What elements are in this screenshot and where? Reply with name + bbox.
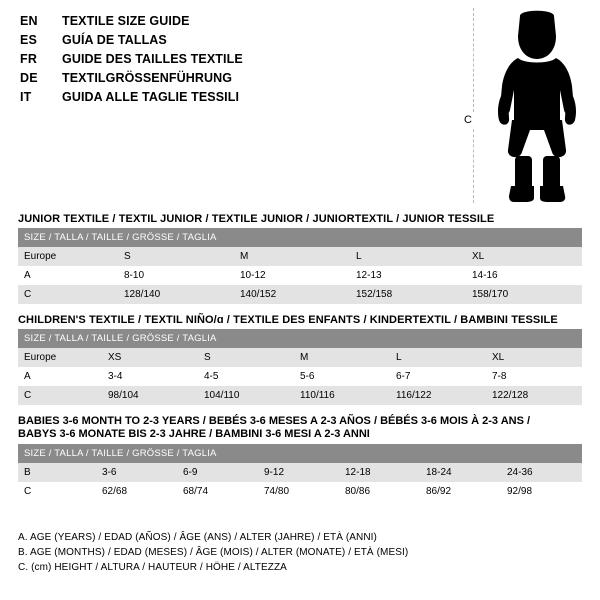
cell: 104/110 bbox=[198, 386, 294, 405]
cell: XS bbox=[102, 348, 198, 367]
table-header-row bbox=[18, 329, 582, 348]
row-label: C bbox=[18, 285, 118, 304]
section-title: JUNIOR TEXTILE / TEXTIL JUNIOR / TEXTILE JUNIOR / JUNIORTEXTIL / JUNIOR TESSILE bbox=[18, 213, 495, 225]
language-header bbox=[20, 14, 440, 109]
cell: 12-18 bbox=[339, 463, 420, 482]
language-title: TEXTILE SIZE GUIDE bbox=[62, 14, 190, 28]
language-code: IT bbox=[20, 90, 32, 104]
cell: 98/104 bbox=[102, 386, 198, 405]
cell: L bbox=[350, 247, 466, 266]
table-row bbox=[18, 247, 582, 266]
language-code: ES bbox=[20, 33, 38, 47]
cell: XL bbox=[466, 247, 582, 266]
cell: 9-12 bbox=[258, 463, 339, 482]
language-title: GUIDA ALLE TAGLIE TESSILI bbox=[62, 90, 240, 104]
section-title: CHILDREN'S TEXTILE / TEXTIL NIÑO/ɑ / TEXTILE DES ENFANTS / KINDERTEXTIL / BAMBINI TESSILE bbox=[18, 314, 558, 326]
language-title: TEXTILGRÖSSENFÜHRUNG bbox=[62, 71, 233, 85]
cell: 18-24 bbox=[420, 463, 501, 482]
cell: 92/98 bbox=[501, 482, 582, 501]
table-header-row bbox=[18, 228, 582, 247]
cell: 122/128 bbox=[486, 386, 582, 405]
section-title-line1: BABIES 3-6 MONTH TO 2-3 YEARS / BEBÉS 3-6 MESES A 2-3 AÑOS / BÉBÉS 3-6 MOIS À 2-3 ANS / bbox=[18, 415, 531, 427]
cell: 4-5 bbox=[198, 367, 294, 386]
cell: 110/116 bbox=[294, 386, 390, 405]
cell: S bbox=[118, 247, 234, 266]
table-row bbox=[18, 266, 582, 285]
row-label: B bbox=[18, 463, 96, 482]
row-label: A bbox=[18, 266, 118, 285]
cell: 116/122 bbox=[390, 386, 486, 405]
cell: 5-6 bbox=[294, 367, 390, 386]
cell: 68/74 bbox=[177, 482, 258, 501]
children-textile-section bbox=[18, 314, 582, 405]
table-row bbox=[18, 463, 582, 482]
table-header-row bbox=[18, 444, 582, 463]
language-title: GUIDE DES TAILLES TEXTILE bbox=[62, 52, 243, 66]
table-row bbox=[18, 285, 582, 304]
cell: 3-4 bbox=[102, 367, 198, 386]
row-label: C bbox=[18, 482, 96, 501]
babies-size-table bbox=[18, 444, 582, 501]
cell: 86/92 bbox=[420, 482, 501, 501]
language-code: FR bbox=[20, 52, 38, 66]
legend-line: C. (cm) HEIGHT / ALTURA / HAUTEUR / HÖHE / ALTEZZA bbox=[18, 562, 287, 573]
row-label: Europe bbox=[18, 348, 102, 367]
row-label: C bbox=[18, 386, 102, 405]
size-header-label: SIZE / TALLA / TAILLE / GRÖSSE / TAGLIA bbox=[18, 329, 582, 348]
cell: 24-36 bbox=[501, 463, 582, 482]
legend bbox=[18, 530, 582, 575]
cell: 14-16 bbox=[466, 266, 582, 285]
cell: 6-7 bbox=[390, 367, 486, 386]
language-code: EN bbox=[20, 14, 38, 28]
cell: 8-10 bbox=[118, 266, 234, 285]
cell: 80/86 bbox=[339, 482, 420, 501]
cell: 158/170 bbox=[466, 285, 582, 304]
language-row bbox=[20, 90, 440, 109]
junior-textile-section bbox=[18, 213, 582, 304]
cell: 3-6 bbox=[96, 463, 177, 482]
section-title-line2: BABYS 3-6 MONATE BIS 2-3 JAHRE / BAMBINI 3-6 MESI A 2-3 ANNI bbox=[18, 428, 370, 440]
language-row bbox=[20, 71, 440, 90]
language-code: DE bbox=[20, 71, 38, 85]
cell: L bbox=[390, 348, 486, 367]
legend-line: B. AGE (MONTHS) / EDAD (MESES) / ÂGE (MOIS) / ALTER (MONATE) / ETÀ (MESI) bbox=[18, 547, 409, 558]
cell: 62/68 bbox=[96, 482, 177, 501]
cell: 10-12 bbox=[234, 266, 350, 285]
language-title: GUÍA DE TALLAS bbox=[62, 33, 167, 47]
cell: M bbox=[294, 348, 390, 367]
toddler-silhouette-icon bbox=[488, 10, 588, 202]
height-measure-label: C bbox=[464, 114, 472, 126]
cell: XL bbox=[486, 348, 582, 367]
babies-textile-section bbox=[18, 415, 582, 501]
cell: 12-13 bbox=[350, 266, 466, 285]
table-row bbox=[18, 482, 582, 501]
cell: 7-8 bbox=[486, 367, 582, 386]
cell: 152/158 bbox=[350, 285, 466, 304]
height-guide-line bbox=[473, 8, 474, 203]
table-row bbox=[18, 348, 582, 367]
cell: S bbox=[198, 348, 294, 367]
size-header-label: SIZE / TALLA / TAILLE / GRÖSSE / TAGLIA bbox=[18, 228, 582, 247]
size-header-label: SIZE / TALLA / TAILLE / GRÖSSE / TAGLIA bbox=[18, 444, 582, 463]
row-label: Europe bbox=[18, 247, 118, 266]
cell: 74/80 bbox=[258, 482, 339, 501]
junior-size-table bbox=[18, 228, 582, 304]
language-row bbox=[20, 33, 440, 52]
cell: 128/140 bbox=[118, 285, 234, 304]
table-row bbox=[18, 367, 582, 386]
language-row bbox=[20, 14, 440, 33]
children-size-table bbox=[18, 329, 582, 405]
table-row bbox=[18, 386, 582, 405]
legend-line: A. AGE (YEARS) / EDAD (AÑOS) / ÂGE (ANS) / ALTER (JAHRE) / ETÀ (ANNI) bbox=[18, 532, 377, 543]
language-row bbox=[20, 52, 440, 71]
cell: M bbox=[234, 247, 350, 266]
cell: 140/152 bbox=[234, 285, 350, 304]
cell: 6-9 bbox=[177, 463, 258, 482]
row-label: A bbox=[18, 367, 102, 386]
measurement-figure bbox=[450, 8, 590, 203]
